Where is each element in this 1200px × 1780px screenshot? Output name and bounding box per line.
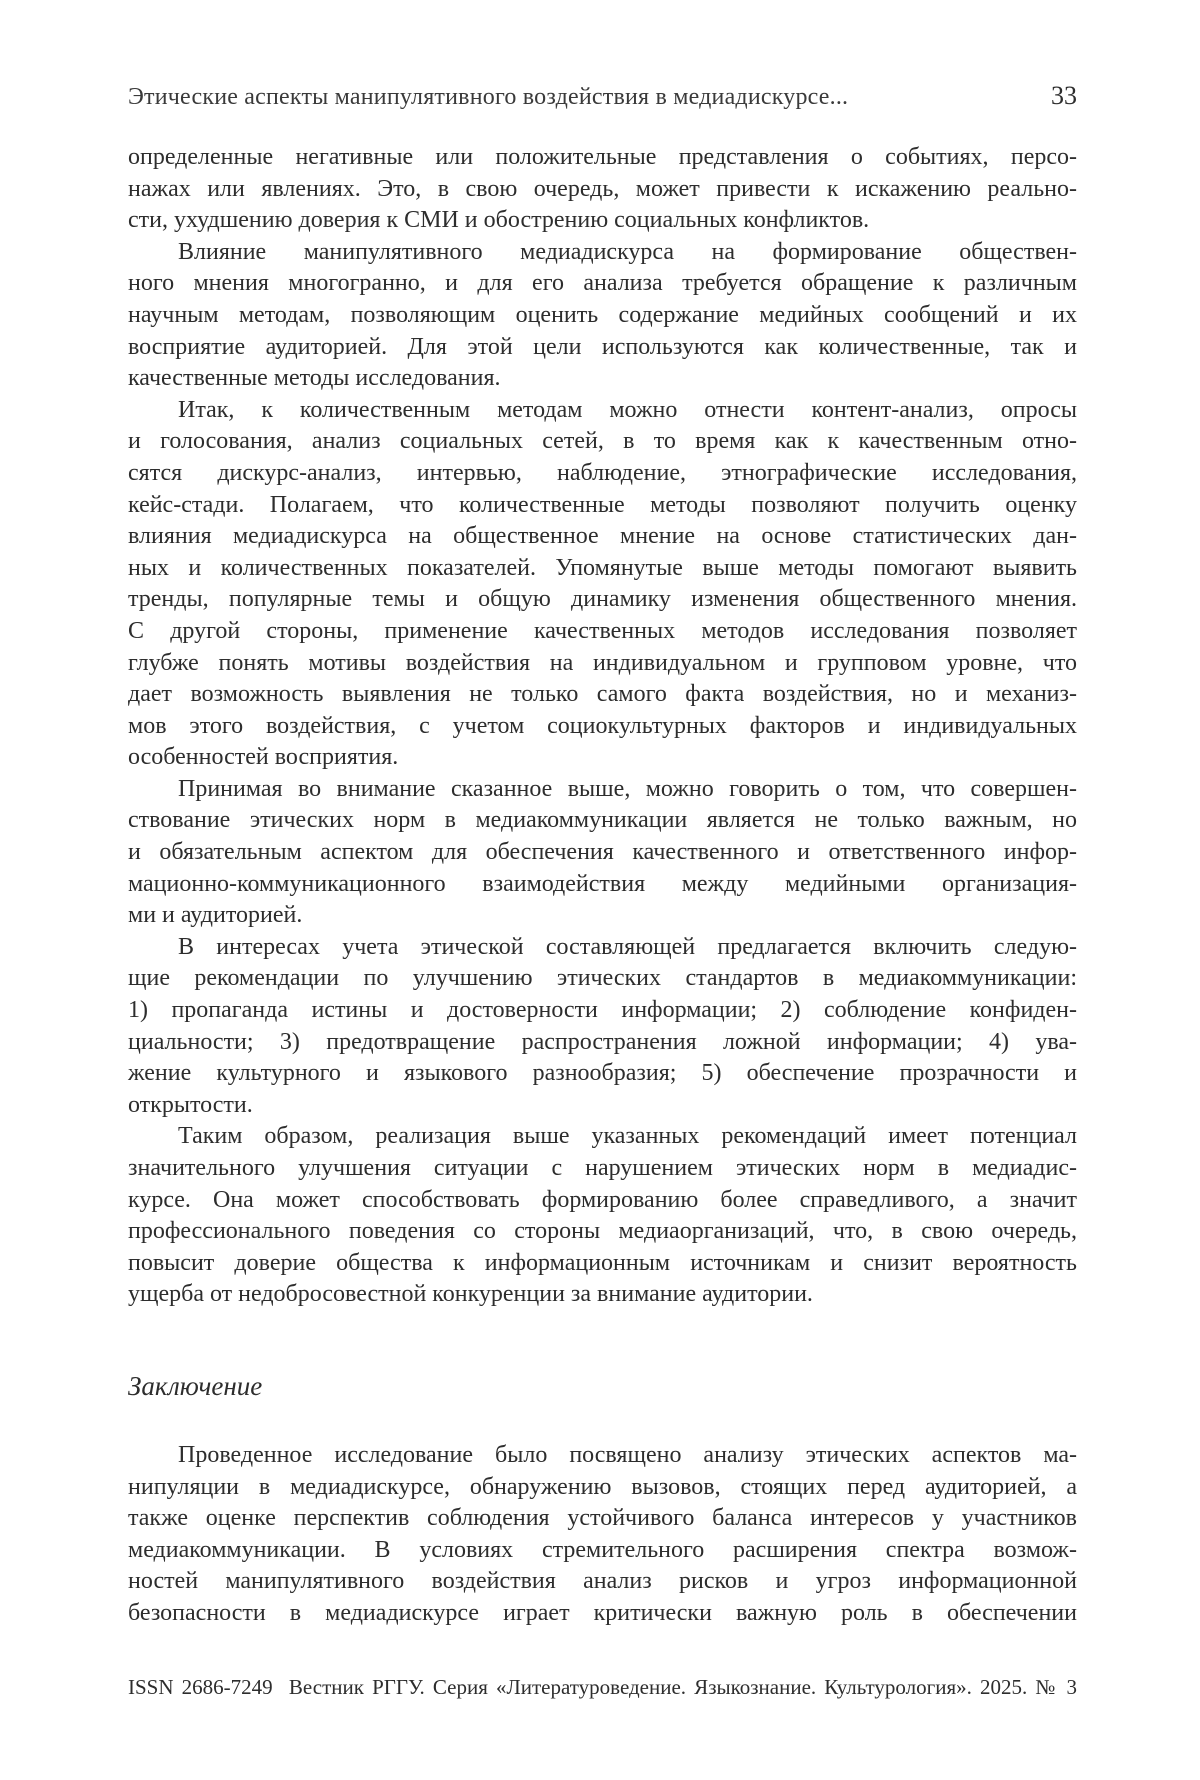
- text-line: повысит доверие общества к информационным источникам и снизит вероятность: [128, 1249, 1077, 1276]
- text-line: Проведенное исследование было посвящено анализу этических аспектов ма-: [178, 1442, 1077, 1468]
- text-line: значительного улучшения ситуации с нарушением этических норм в медиадис-: [128, 1155, 1077, 1181]
- text-line: определенные негативные или положительные представления о событиях, персо-: [128, 144, 1077, 170]
- text-line: ного мнения многогранно, и для его анализа требуется обращение к различным: [128, 270, 1077, 297]
- text-line: щие рекомендации по улучшению этических стандартов в медиакоммуникации:: [128, 965, 1077, 992]
- text-line: открытости.: [128, 1091, 253, 1118]
- text-line: профессионального поведения со стороны медиаорганизаций, что, в свою очередь,: [128, 1218, 1077, 1245]
- text-line: дает возможность выявления не только самого факта воздействия, но и механиз-: [128, 681, 1077, 708]
- text-line: В интересах учета этической составляющей предлагается включить следую-: [178, 933, 1077, 960]
- text-line: мационно-коммуникационного взаимодействия между медийными организация-: [128, 870, 1077, 897]
- text-line: нажах или явлениях. Это, в свою очередь, может привести к искажению реально-: [128, 175, 1077, 202]
- text-line: тренды, популярные темы и общую динамику изменения общественного мнения.: [128, 586, 1077, 613]
- page-number: 33: [1051, 81, 1077, 110]
- text-line: 1) пропаганда истины и достоверности информации; 2) соблюдение конфиден-: [128, 997, 1077, 1024]
- text-line: мов этого воздействия, с учетом социокультурных факторов и индивидуальных: [128, 712, 1077, 739]
- text-line: и голосования, анализ социальных сетей, в то время как к качественным отно-: [128, 428, 1077, 455]
- text-line: ущерба от недобросовестной конкуренции за внимание аудитории.: [128, 1281, 813, 1308]
- text-line: и обязательным аспектом для обеспечения качественного и ответственного инфор-: [128, 839, 1077, 866]
- text-line: медиакоммуникации. В условиях стремительного расширения спектра возмож-: [128, 1536, 1077, 1563]
- text-line: качественные методы исследования.: [128, 365, 501, 392]
- text-line: курсе. Она может способствовать формированию более справедливого, а значит: [128, 1186, 1077, 1213]
- running-title: Этические аспекты манипулятивного воздействия в медиадискурсе...: [128, 84, 849, 110]
- page-footer: [128, 1674, 1077, 1700]
- text-line: влияния медиадискурса на общественное мнение на основе статистических дан-: [128, 523, 1077, 550]
- text-line: восприятие аудиторией. Для этой цели используются как количественные, так и: [128, 333, 1077, 360]
- text-line: ми и аудиторией.: [128, 902, 303, 929]
- text-line: научным методам, позволяющим оценить содержание медийных сообщений и их: [128, 301, 1077, 328]
- text-line: Итак, к количественным методам можно отнести контент-анализ, опросы: [178, 396, 1077, 423]
- conclusion-text: [128, 1440, 1077, 1630]
- text-line: С другой стороны, применение качественных методов исследования позволяет: [128, 617, 1077, 644]
- body-text: [128, 142, 1077, 1311]
- footer-text: ISSN 2686-7249 Вестник РГГУ. Серия «Литературоведение. Языкознание. Культурология». 2025. № 3: [128, 1675, 1077, 1699]
- text-line: сти, ухудшению доверия к СМИ и обострению социальных конфликтов.: [128, 207, 870, 234]
- text-line: Таким образом, реализация выше указанных рекомендаций имеет потенциал: [178, 1123, 1077, 1150]
- text-line: сятся дискурс-анализ, интервью, наблюдение, этнографические исследования,: [128, 459, 1077, 486]
- text-line: ностей манипулятивного воздействия анализ рисков и угроз информационной: [128, 1568, 1077, 1595]
- text-line: также оценке перспектив соблюдения устойчивого баланса интересов у участников: [128, 1505, 1077, 1532]
- text-line: Принимая во внимание сказанное выше, можно говорить о том, что совершен-: [178, 775, 1077, 802]
- text-line: циальности; 3) предотвращение распространения ложной информации; 4) ува-: [128, 1028, 1077, 1055]
- text-line: безопасности в медиадискурсе играет критически важную роль в обеспечении: [128, 1599, 1077, 1626]
- text-line: особенностей восприятия.: [128, 744, 399, 771]
- text-line: кейс-стади. Полагаем, что количественные методы позволяют получить оценку: [128, 491, 1077, 518]
- text-line: глубже понять мотивы воздействия на индивидуальном и групповом уровне, что: [128, 649, 1077, 676]
- text-line: ных и количественных показателей. Упомянутые выше методы помогают выявить: [128, 554, 1077, 581]
- text-line: Влияние манипулятивного медиадискурса на формирование обществен-: [178, 238, 1077, 265]
- text-line: жение культурного и языкового разнообразия; 5) обеспечение прозрачности и: [128, 1060, 1077, 1087]
- text-line: нипуляции в медиадискурсе, обнаружению вызовов, стоящих перед аудиторией, а: [128, 1473, 1077, 1500]
- running-head: [128, 82, 1077, 111]
- text-line: ствование этических норм в медиакоммуникации является не только важным, но: [128, 807, 1077, 834]
- section-heading-conclusion: Заключение: [128, 1371, 263, 1401]
